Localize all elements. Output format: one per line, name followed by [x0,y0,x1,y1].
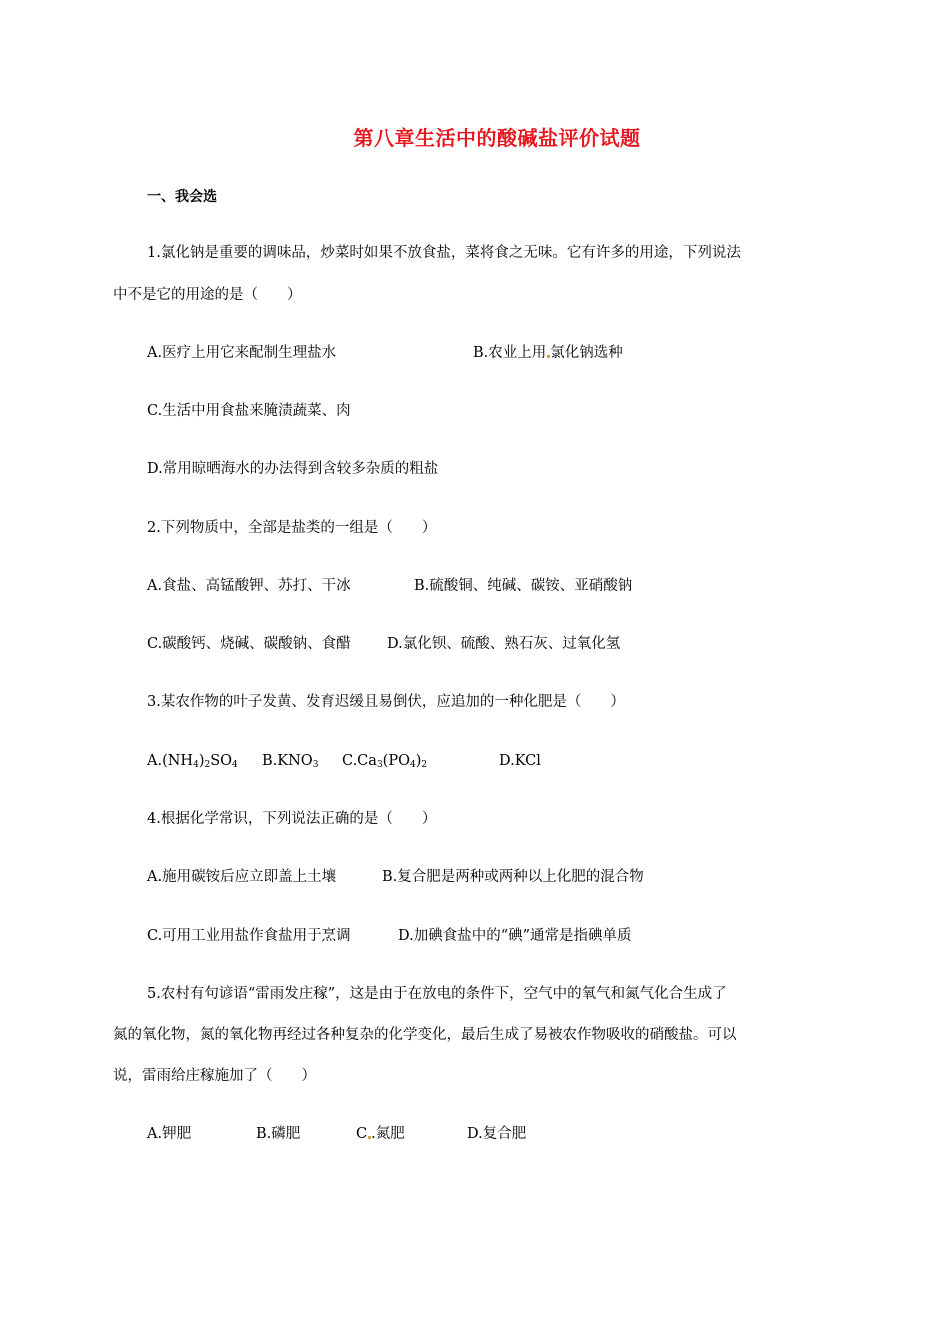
q4-option-d: D.加碘食盐中的“碘”通常是指碘单质 [398,928,632,944]
q5-option-c-text: .氮肥 [371,1126,405,1142]
q3-b-sub: 3 [312,760,319,770]
q3-c-text: ) [415,753,422,769]
q1-stem-line-2: 中不是它的用途的是（ ） [113,287,302,303]
q1-option-b [473,343,623,363]
q4-stem: 4.根据化学常识，下列说法正确的是（ ） [147,811,437,827]
q3-a-sub: 4 [193,760,199,770]
q1-option-c: C.生活中用食盐来腌渍蔬菜、肉 [147,403,351,419]
q3-c-sub: 4 [409,760,416,770]
q3-option-c [342,751,427,771]
q3-a-text: A.(NH [147,753,194,769]
q1-option-a: A.医疗上用它来配制生理盐水 [147,345,337,361]
q5-stem-line-3: 说，雷雨给庄稼施加了（ ） [113,1068,316,1084]
q3-stem: 3.某农作物的叶子发黄、发育迟缓且易倒伏，应追加的一种化肥是（ ） [147,694,625,710]
q3-c-text: (PO [382,753,410,769]
q3-a-sub: 4 [232,760,238,770]
q2-option-b: B.硫酸铜、纯碱、碳铵、亚硝酸钠 [414,578,633,594]
q3-a-text: SO [210,753,233,769]
q5-option-c [356,1124,405,1144]
q5-option-b: B.磷肥 [256,1126,301,1142]
q1-stem-line-1: 1.氯化钠是重要的调味品，炒菜时如果不放食盐，菜将食之无味。它有许多的用途，下列说法 [147,245,741,261]
q4-option-c: C.可用工业用盐作食盐用于烹调 [147,928,351,944]
q5-stem-line-1: 5.农村有句谚语“雷雨发庄稼”，这是由于在放电的条件下，空气中的氧气和氮气化合生成了 [147,986,727,1002]
section-heading: 一、我会选 [147,189,217,205]
q1-option-b-text-1: B.农业上用 [473,345,547,361]
q5-stem-line-2: 氮的氧化物，氮的氧化物再经过各种复杂的化学变化，最后生成了易被农作物吸收的硝酸盐。可以 [113,1027,737,1043]
q5-option-c-letter: C [356,1126,368,1142]
q2-option-a: A.食盐、高锰酸钾、苏打、干冰 [147,578,351,594]
q3-a-text: ) [198,753,205,769]
q3-c-sub: 2 [421,760,428,770]
q3-a-sub: 2 [204,760,211,770]
q5-option-a: A.钾肥 [147,1126,192,1142]
q4-option-b: B.复合肥是两种或两种以上化肥的混合物 [382,869,644,885]
q3-option-b [262,751,318,771]
q3-b-text: B.KNO [262,753,313,769]
q3-c-text: C.Ca [342,753,377,769]
q2-stem: 2.下列物质中，全部是盐类的一组是（ ） [147,520,437,536]
q3-option-d: D.KCl [499,753,541,769]
q2-option-c: C.碳酸钙、烧碱、碳酸钠、食醋 [147,636,351,652]
page-title: 第八章生活中的酸碱盐评价试题 [353,126,641,150]
q1-option-d: D.常用晾晒海水的办法得到含较多杂质的粗盐 [147,461,439,477]
q5-option-d: D.复合肥 [467,1126,527,1142]
q3-c-sub: 3 [376,760,383,770]
q1-option-b-text-2: 氯化钠选种 [550,345,623,361]
q4-option-a: A.施用碳铵后应立即盖上土壤 [147,869,337,885]
q2-option-d: D.氯化钡、硫酸、熟石灰、过氧化氢 [387,636,621,652]
q3-option-a [147,751,238,771]
